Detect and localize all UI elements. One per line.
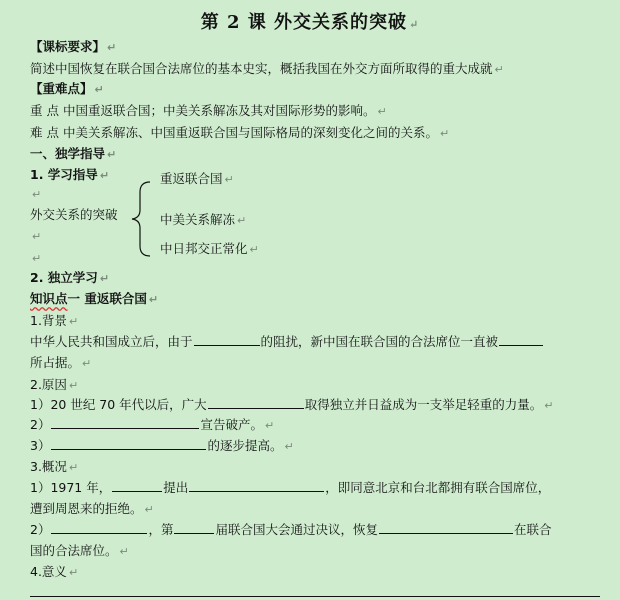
difficult-point-text: 难 点 中美关系解冻、中国重返联合国与国际格局的深刻变化之间的关系。 ↵ bbox=[30, 125, 450, 140]
paragraph-mark-icon: ↵ bbox=[32, 252, 42, 265]
paragraph-mark-icon: ↵ bbox=[409, 18, 420, 31]
reason-2: 2） 宣告破产。 ↵ bbox=[30, 417, 275, 432]
answer-blank[interactable] bbox=[379, 521, 513, 534]
reason-1: 1）20 世纪 70 年代以后，广大 取得独立并日益成为一支举足轻重的力量。 ↵ bbox=[30, 397, 554, 412]
background-text-cont: 所占据。 ↵ bbox=[30, 355, 92, 370]
paragraph-mark-icon: ↵ bbox=[32, 188, 42, 201]
answer-line[interactable] bbox=[30, 596, 600, 597]
answer-blank[interactable] bbox=[51, 437, 206, 450]
answer-blank[interactable] bbox=[499, 333, 543, 346]
answer-blank[interactable] bbox=[189, 479, 324, 492]
overview-2: 2） ，第 届联合国大会通过决议，恢复 在联合 bbox=[30, 522, 552, 537]
map-item-sino-japan: 中日邦交正常化 ↵ bbox=[160, 241, 259, 256]
curriculum-text: 简述中国恢复在联合国合法席位的基本史实，概括我国在外交方面所取得的重大成就 ↵ bbox=[30, 61, 504, 76]
study-guide-heading: 1. 学习指导 ↵ bbox=[30, 167, 110, 182]
answer-blank[interactable] bbox=[51, 416, 199, 429]
overview-heading: 3.概况 ↵ bbox=[30, 459, 79, 474]
significance-heading: 4.意义 ↵ bbox=[30, 564, 79, 579]
answer-blank[interactable] bbox=[112, 479, 162, 492]
background-heading: 1.背景 ↵ bbox=[30, 313, 79, 328]
lesson-title: 第 2 课 外交关系的突破 ↵ bbox=[200, 12, 420, 33]
answer-blank[interactable] bbox=[51, 521, 147, 534]
map-item-sino-us: 中美关系解冻 ↵ bbox=[160, 212, 247, 227]
reason-3: 3） 的逐步提高。 ↵ bbox=[30, 438, 294, 453]
overview-2-cont: 国的合法席位。 ↵ bbox=[30, 543, 129, 558]
reason-heading: 2.原因 ↵ bbox=[30, 377, 79, 392]
brace-icon bbox=[130, 180, 152, 258]
key-point-text: 重 点 中国重返联合国；中美关系解冻及其对国际形势的影响。 ↵ bbox=[30, 103, 387, 118]
map-root: 外交关系的突破 bbox=[30, 207, 118, 222]
key-points-heading: 【重难点】 ↵ bbox=[30, 81, 104, 96]
section-heading-guide: 一、独学指导 ↵ bbox=[30, 146, 117, 161]
curriculum-heading: 【课标要求】 ↵ bbox=[30, 39, 117, 54]
independent-study-heading: 2. 独立学习 ↵ bbox=[30, 270, 110, 285]
overview-1-cont: 遭到周恩来的拒绝。 ↵ bbox=[30, 501, 154, 516]
overview-1: 1）1971 年， 提出 ，即同意北京和台北都拥有联合国席位， bbox=[30, 480, 551, 495]
answer-blank[interactable] bbox=[194, 333, 260, 346]
answer-blank[interactable] bbox=[174, 521, 214, 534]
knowledge-point-heading: 知识点一 重返联合国 ↵ bbox=[30, 291, 159, 306]
background-text: 中华人民共和国成立后，由于 的阻扰，新中国在联合国的合法席位一直被 bbox=[30, 333, 544, 351]
paragraph-mark-icon: ↵ bbox=[32, 230, 42, 243]
answer-blank[interactable] bbox=[208, 396, 304, 409]
map-item-un: 重返联合国 ↵ bbox=[160, 171, 234, 186]
